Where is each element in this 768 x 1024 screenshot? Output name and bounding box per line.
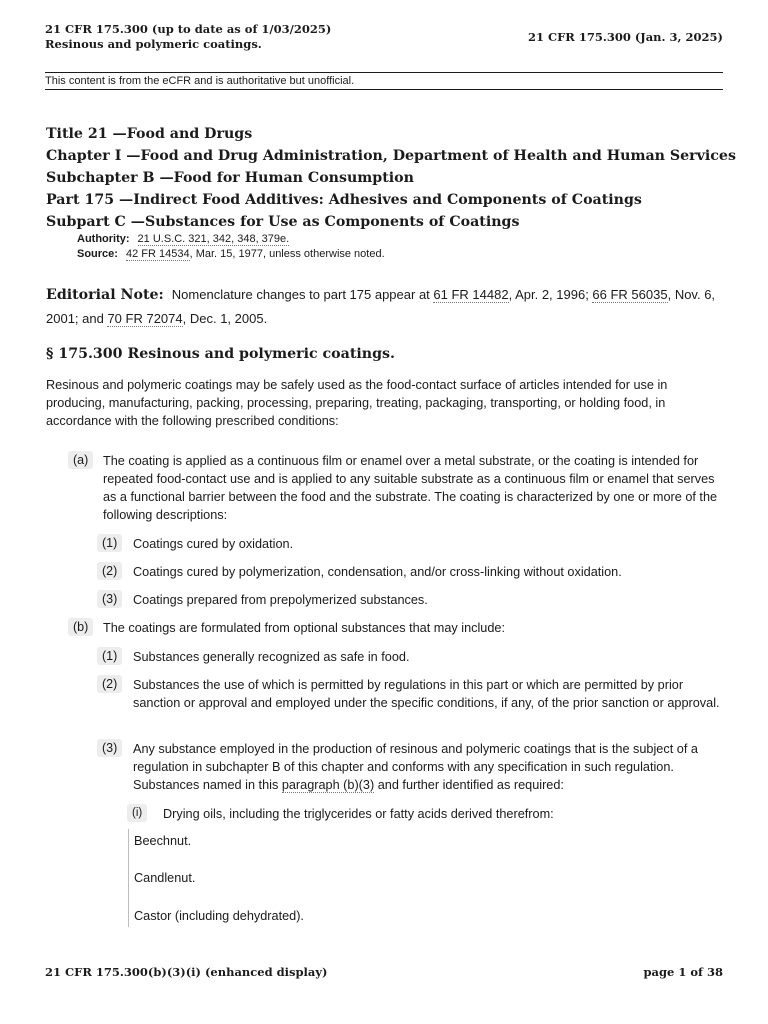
header-citation-line: 21 CFR 175.300 (up to date as of 1/03/2025) (45, 22, 332, 36)
source-text: , Mar. 15, 1977, unless otherwise noted. (189, 248, 385, 260)
authority-text: 21 U.S.C. 321, 342, 348, 379e. (137, 233, 290, 245)
paragraph-marker-b2[interactable]: (2) (97, 675, 122, 693)
paragraph-a-text: The coating is applied as a continuous film or enamel over a metal substrate, or the coating is intended for repeated food-contact use and is applied to any suitable substrate as a continuous film or enamel that serves as a functional barrier between the food and the substrate. The coating is characterized by one or more of the following descriptions: (103, 454, 718, 522)
top-divider (45, 72, 723, 73)
paragraph-a3 (102, 591, 728, 609)
paragraph-marker-a2[interactable]: (2) (97, 562, 122, 580)
source-label: Source: (77, 248, 118, 260)
source-link[interactable]: 42 FR 14534 (125, 248, 190, 260)
paragraph-marker-b[interactable]: (b) (68, 618, 93, 636)
section-intro: Resinous and polymeric coatings may be safely used as the food-contact surface of articles intended for use in producing, manufacturing, packing, processing, preparing, treating, packaging, transporting, or holding food, in accordance with the following prescribed conditions: (46, 378, 668, 428)
list-item: Beechnut. (134, 834, 192, 848)
section-title: § 175.300 Resinous and polymeric coatings. (46, 346, 395, 362)
editorial-text: Nomenclature changes to part 175 appear at (171, 287, 434, 302)
paragraph-marker-a1[interactable]: (1) (97, 534, 122, 552)
paragraph-b3-link[interactable]: paragraph (b)(3) (281, 778, 375, 792)
editorial-text: , Apr. 2, 1996; (508, 287, 593, 302)
hierarchy-chapter: Chapter I —Food and Drug Administration, Department of Health and Human Services (46, 148, 736, 164)
page-header-citation (45, 22, 331, 52)
paragraph-b3-text-pre: Any substance employed in the production of resinous and polymeric coatings that is the subject of a regulation in subchapter B of this chapter and conforms with any specification in such regulation. Substances named in this (133, 742, 698, 792)
source-line (77, 247, 385, 262)
list-rule (128, 829, 129, 927)
paragraph-a1 (102, 535, 728, 553)
paragraph-marker-a3[interactable]: (3) (97, 590, 122, 608)
paragraph-b3i (132, 805, 728, 823)
disclaimer-text: This content is from the eCFR and is authoritative but unofficial. (45, 75, 355, 87)
header-right-citation: 21 CFR 175.300 (Jan. 3, 2025) (527, 30, 723, 44)
paragraph-a (73, 452, 728, 524)
paragraph-b3i-text: Drying oils, including the triglycerides or fatty acids derived therefrom: (163, 807, 554, 821)
hierarchy-title: Title 21 —Food and Drugs (46, 126, 253, 142)
disclaimer-divider (45, 89, 723, 90)
list-item: Castor (including dehydrated). (134, 909, 304, 923)
paragraph-a2 (102, 563, 728, 581)
page-number: page 1 of 38 (643, 965, 723, 979)
header-section-heading: Resinous and polymeric coatings. (45, 37, 262, 51)
paragraph-b-text: The coatings are formulated from optional substances that may include: (103, 621, 505, 635)
paragraph-b3-text (133, 740, 728, 794)
hierarchy-subpart: Subpart C —Substances for Use as Components of Coatings (46, 214, 520, 230)
paragraph-b (73, 619, 728, 637)
editorial-link-61fr[interactable]: 61 FR 14482 (433, 287, 509, 302)
paragraph-b3-text-post: and further identified as required: (374, 778, 564, 792)
hierarchy-subchapter: Subchapter B —Food for Human Consumption (46, 170, 414, 186)
paragraph-marker-a[interactable]: (a) (68, 451, 93, 469)
paragraph-marker-b3i[interactable]: (i) (127, 804, 147, 822)
editorial-link-66fr[interactable]: 66 FR 56035 (592, 287, 668, 302)
paragraph-b1-text: Substances generally recognized as safe in food. (133, 650, 410, 664)
paragraph-a1-text: Coatings cured by oxidation. (133, 537, 294, 551)
authority-label: Authority: (77, 233, 130, 245)
paragraph-b1 (102, 648, 728, 666)
editorial-note (46, 283, 726, 330)
paragraph-marker-b1[interactable]: (1) (97, 647, 122, 665)
paragraph-a2-text: Coatings cured by polymerization, condensation, and/or cross-linking without oxidation. (133, 565, 622, 579)
hierarchy-part: Part 175 —Indirect Food Additives: Adhesives and Components of Coatings (46, 192, 642, 208)
paragraph-b2-text: Substances the use of which is permitted by regulations in this part or which are permitted by prior sanction or approval and employed under the specific conditions, if any, of the prior sanction or approval. (133, 678, 720, 710)
editorial-text: , Nov. 6, 2001; and (46, 287, 716, 326)
hierarchy (46, 123, 736, 233)
footer-citation: 21 CFR 175.300(b)(3)(i) (enhanced display) (45, 965, 328, 979)
paragraph-b2 (102, 676, 728, 712)
paragraph-marker-b3[interactable]: (3) (97, 739, 122, 757)
list-item: Candlenut. (134, 871, 196, 885)
paragraph-a3-text: Coatings prepared from prepolymerized substances. (133, 593, 428, 607)
paragraph-b3 (102, 740, 728, 794)
authority-line (77, 232, 289, 247)
editorial-label: Editorial Note: (46, 287, 164, 303)
editorial-text: , Dec. 1, 2005. (182, 311, 268, 326)
editorial-link-70fr[interactable]: 70 FR 72074 (107, 311, 183, 326)
